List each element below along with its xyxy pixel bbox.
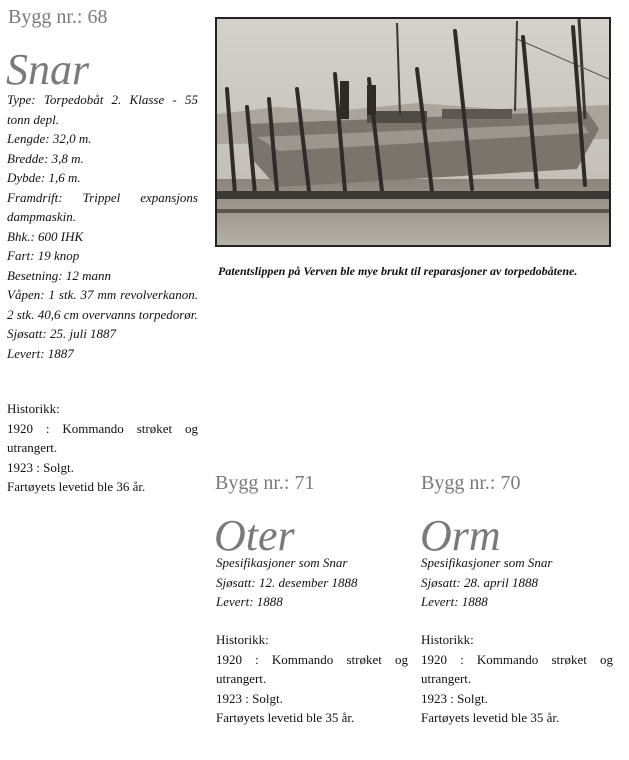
orm-launched: Sjøsatt: 28. april 1888 xyxy=(421,574,539,590)
oter-lifetime: Fartøyets levetid ble 35 år. xyxy=(216,710,355,725)
orm-history xyxy=(421,630,613,728)
lifetime-text: Fartøyets levetid ble 36 år. xyxy=(7,479,146,494)
orm-history-1920: 1920 : Kommando strøket og utrangert. xyxy=(421,651,613,686)
historikk-label: Historikk: xyxy=(7,401,60,416)
oter-history xyxy=(216,630,408,728)
spec-weapons: Våpen: 1 stk. 37 mm revolverkanon. 2 stk. 40,6 cm overvanns torpedorør. xyxy=(7,287,198,322)
spec-depth: Dybde: 1,6 m. xyxy=(7,170,81,185)
spec-crew: Besetning: 12 mann xyxy=(7,267,111,283)
spec-delivered: Levert: 1887 xyxy=(7,345,74,361)
orm-lifetime: Fartøyets levetid ble 35 år. xyxy=(421,710,560,725)
oter-delivered: Levert: 1888 xyxy=(216,594,283,609)
spec-length: Lengde: 32,0 m. xyxy=(7,131,92,146)
orm-delivered: Levert: 1888 xyxy=(421,594,488,609)
orm-historikk-label: Historikk: xyxy=(421,632,474,647)
oter-spec-note: Spesifikasjoner som Snar xyxy=(216,555,348,570)
orm-history-1923: 1923 : Solgt. xyxy=(421,690,488,706)
spec-launched: Sjøsatt: 25. juli 1887 xyxy=(7,326,117,341)
snar-specs xyxy=(7,90,198,363)
ship-name-snar: Snar xyxy=(6,45,90,94)
bygg-nr-71: Bygg nr.: 71 xyxy=(215,472,315,494)
spec-width: Bredde: 3,8 m. xyxy=(7,150,84,166)
slipway-illustration xyxy=(217,19,609,245)
oter-history-1923: 1923 : Solgt. xyxy=(216,690,283,706)
orm-specs xyxy=(421,553,613,612)
torpedo-boat-photo xyxy=(215,17,611,247)
ship-name-oter: Oter xyxy=(214,511,295,560)
bygg-nr-70: Bygg nr.: 70 xyxy=(421,472,521,494)
spec-type: Type: Torpedobåt 2. Klasse - 55 tonn depl. xyxy=(7,92,198,127)
history-1920: 1920 : Kommando strøket og utrangert. xyxy=(7,420,198,455)
photo-caption: Patentslippen på Verven ble mye brukt til reparasjoner av torpedobåtene. xyxy=(218,264,578,278)
orm-spec-note: Spesifikasjoner som Snar xyxy=(421,555,553,570)
bygg-nr-68: Bygg nr.: 68 xyxy=(8,6,108,28)
oter-launched: Sjøsatt: 12. desember 1888 xyxy=(216,574,358,590)
oter-historikk-label: Historikk: xyxy=(216,632,269,647)
spec-speed: Fart: 19 knop xyxy=(7,248,80,263)
ship-name-orm: Orm xyxy=(420,511,501,560)
oter-specs xyxy=(216,553,408,612)
spec-power: Bhk.: 600 IHK xyxy=(7,228,84,244)
oter-history-1920: 1920 : Kommando strøket og utrangert. xyxy=(216,651,408,686)
history-1923: 1923 : Solgt. xyxy=(7,459,74,475)
spec-propulsion: Framdrift: Trippel expansjons dampmaskin. xyxy=(7,189,198,224)
snar-history xyxy=(7,399,198,497)
